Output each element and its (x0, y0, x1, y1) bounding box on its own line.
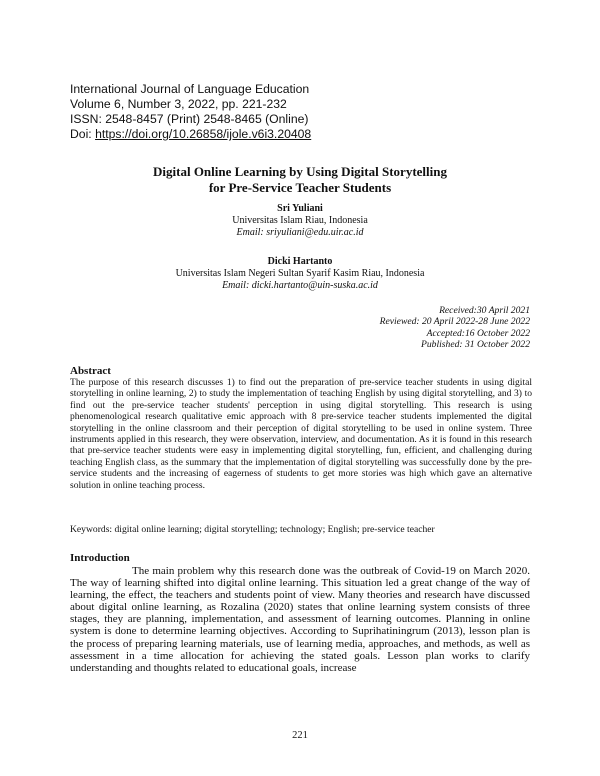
introduction-text: The main problem why this research done was the outbreak of Covid-19 on March 2020. The way of learning shifted into digital online learning. This situation led a great change of the way of learning, the effect, the teachers and students point of view. Many theories and research have discussed about digital online learning, as Rozalina (2020) states that online learning system consists of three stages, they are planning, implementation, and assessment of learning outcomes. Planning in online system is done to determine learning objectives. According to Suprihatiningrum (2013), lesson plan is the process of preparing learning materials, use of learning media, approaches, and methods, as well as assessment in a time allocation for achieving the stated goals. Lesson plan works to clarify understanding and thoughts related to educational goals, increase (70, 565, 530, 674)
doi-label: Doi: (70, 127, 96, 141)
article-dates (380, 305, 530, 351)
author-block (0, 256, 600, 292)
abstract-heading: Abstract (70, 365, 111, 377)
introduction-heading: Introduction (70, 552, 130, 564)
author-email: Email: dicki.hartanto@uin-suska.ac.id (222, 280, 378, 291)
received-date: Received:30 April 2021 (439, 305, 530, 316)
author-email: Email: sriyuliani@edu.uir.ac.id (236, 227, 364, 238)
journal-header (70, 82, 311, 142)
reviewed-date: Reviewed: 20 April 2022-28 June 2022 (379, 316, 530, 328)
journal-issn: ISSN: 2548-8457 (Print) 2548-8465 (Online) (70, 112, 309, 126)
author-affiliation: Universitas Islam Negeri Sultan Syarif Kasim Riau, Indonesia (175, 268, 425, 279)
title-line-2: for Pre-Service Teacher Students (208, 180, 392, 195)
paper-title (0, 164, 600, 196)
journal-name: International Journal of Language Education (70, 82, 310, 96)
journal-doi (70, 127, 311, 142)
accepted-date: Accepted:16 October 2022 (426, 327, 530, 339)
page-number: 221 (292, 730, 308, 741)
author-affiliation: Universitas Islam Riau, Indonesia (232, 215, 368, 226)
author-name: Dicki Hartanto (267, 256, 333, 267)
doi-link[interactable]: https://doi.org/10.26858/ijole.v6i3.20408 (95, 127, 312, 141)
journal-volume: Volume 6, Number 3, 2022, pp. 221-232 (70, 97, 287, 111)
title-line-1: Digital Online Learning by Using Digital Storytelling (153, 164, 447, 179)
keywords: Keywords: digital online learning; digital storytelling; technology; English; pre-service teacher (70, 524, 435, 535)
author-name: Sri Yuliani (277, 203, 323, 214)
published-date: Published: 31 October 2022 (421, 339, 530, 351)
author-block (0, 203, 600, 239)
abstract-text: The purpose of this research discusses 1) to find out the preparation of pre-service teacher students in using digital storytelling in online learning, 2) to study the implementation of teaching English by using digital storytelling, and 3) to find out the pre-service teacher students' perception in using digital storytelling. This research is using phenomenological research qualitative emic approach with 8 pre-service teacher students implemented the digital storytelling in the online classroom and their perception of digital storytelling to be used in online system. Three instruments applied in this research, they were observation, interview, and documentation. As it is found in this research that pre-service teacher students were easy in implementing digital storytelling, fun, efficient, and challenging during teaching English class, as the summary that the implementation of digital storytelling was successfully done by the pre-service students and the increasing of eagerness of students to get more stories was high which gave an alternative solution in online teaching process. (70, 377, 532, 491)
